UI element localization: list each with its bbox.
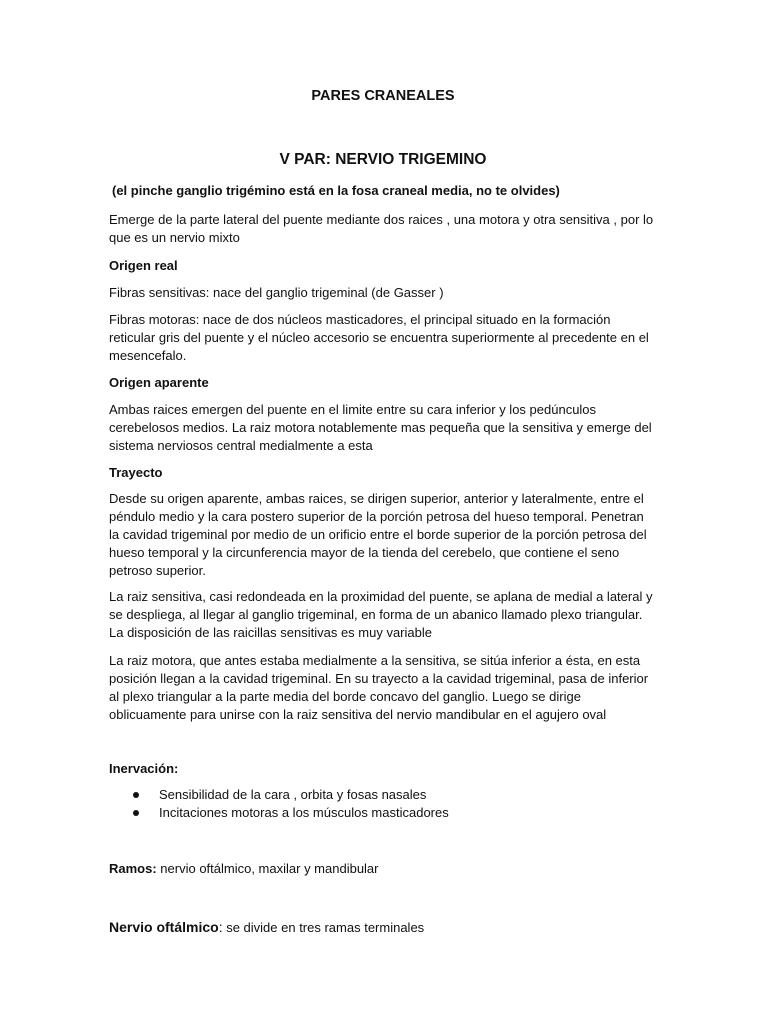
bullet-icon bbox=[133, 792, 139, 798]
oftalmico-paragraph bbox=[109, 918, 657, 937]
bullet-icon bbox=[133, 810, 139, 816]
origen-real-heading: Origen real bbox=[109, 258, 178, 273]
origen-aparente-paragraph: Ambas raices emergen del puente en el limite entre su cara inferior y los pedúnculos cerebelosos medios. La raiz motora notablemente mas pequeña que la sensitiva y emerge del sistema nerviosos central medialmente a esta bbox=[109, 402, 652, 453]
ramos-label: Ramos: bbox=[109, 861, 157, 876]
fibras-motoras-paragraph: Fibras motoras: nace de dos núcleos masticadores, el principal situado en la formación reticular gris del puente y el núcleo accesorio se encuentra superiormente al precedente en el mesencefalo. bbox=[109, 312, 649, 363]
ramos-text: nervio oftálmico, maxilar y mandibular bbox=[156, 861, 379, 876]
oftalmico-label: Nervio oftálmico bbox=[109, 919, 219, 935]
trayecto-heading: Trayecto bbox=[109, 465, 163, 480]
section-title: V PAR: NERVIO TRIGEMINO bbox=[279, 151, 487, 168]
inervacion-list bbox=[109, 786, 657, 822]
intro-paragraph: Emerge de la parte lateral del puente mediante dos raices , una motora y otra sensitiva , por lo que es un nervio mixto bbox=[109, 212, 654, 245]
list-item bbox=[109, 804, 657, 822]
list-item bbox=[109, 786, 657, 804]
oftalmico-text: se divide en tres ramas terminales bbox=[222, 920, 425, 935]
subtitle-note: (el pinche ganglio trigémino está en la fosa craneal media, no te olvides) bbox=[112, 183, 560, 198]
list-item-text: Incitaciones motoras a los músculos masticadores bbox=[159, 805, 449, 820]
inervacion-heading: Inervación: bbox=[109, 761, 179, 776]
list-item-text: Sensibilidad de la cara , orbita y fosas nasales bbox=[159, 787, 427, 802]
trayecto-paragraph-3: La raiz motora, que antes estaba medialmente a la sensitiva, se sitúa inferior a ésta, en esta posición llegan a la cavidad trigeminal. En su trayecto a la cavidad trigeminal, pasa de inferior al plexo triangular a la parte media del borde concavo del ganglio. Luego se dirige oblicuamente para unirse con la raiz sensitiva del nervio mandibular en el agujero oval bbox=[109, 653, 649, 722]
trayecto-paragraph-1: Desde su origen aparente, ambas raices, se dirigen superior, anterior y lateralmente, entre el péndulo medio y la cara postero superior de la porción petrosa del hueso temporal. Penetran la cavidad trigeminal por medio de un orificio entre el borde superior de la porción petrosa del hueso temporal y la circunferencia mayor de la tienda del cerebelo, que contiene el seno petroso superior. bbox=[109, 491, 647, 578]
origen-aparente-heading: Origen aparente bbox=[109, 375, 209, 390]
oftalmico-colon: : bbox=[218, 919, 223, 935]
trayecto-paragraph-2: La raiz sensitiva, casi redondeada en la proximidad del puente, se aplana de medial a lateral y se despliega, al llegar al ganglio trigeminal, en forma de un abanico llamado plexo triangular. La disposición de las raicillas sensitivas es muy variable bbox=[109, 589, 653, 640]
ramos-paragraph bbox=[109, 860, 657, 878]
fibras-sensitivas-paragraph: Fibras sensitivas: nace del ganglio trigeminal (de Gasser ) bbox=[109, 285, 444, 300]
document-title: PARES CRANEALES bbox=[311, 88, 455, 104]
